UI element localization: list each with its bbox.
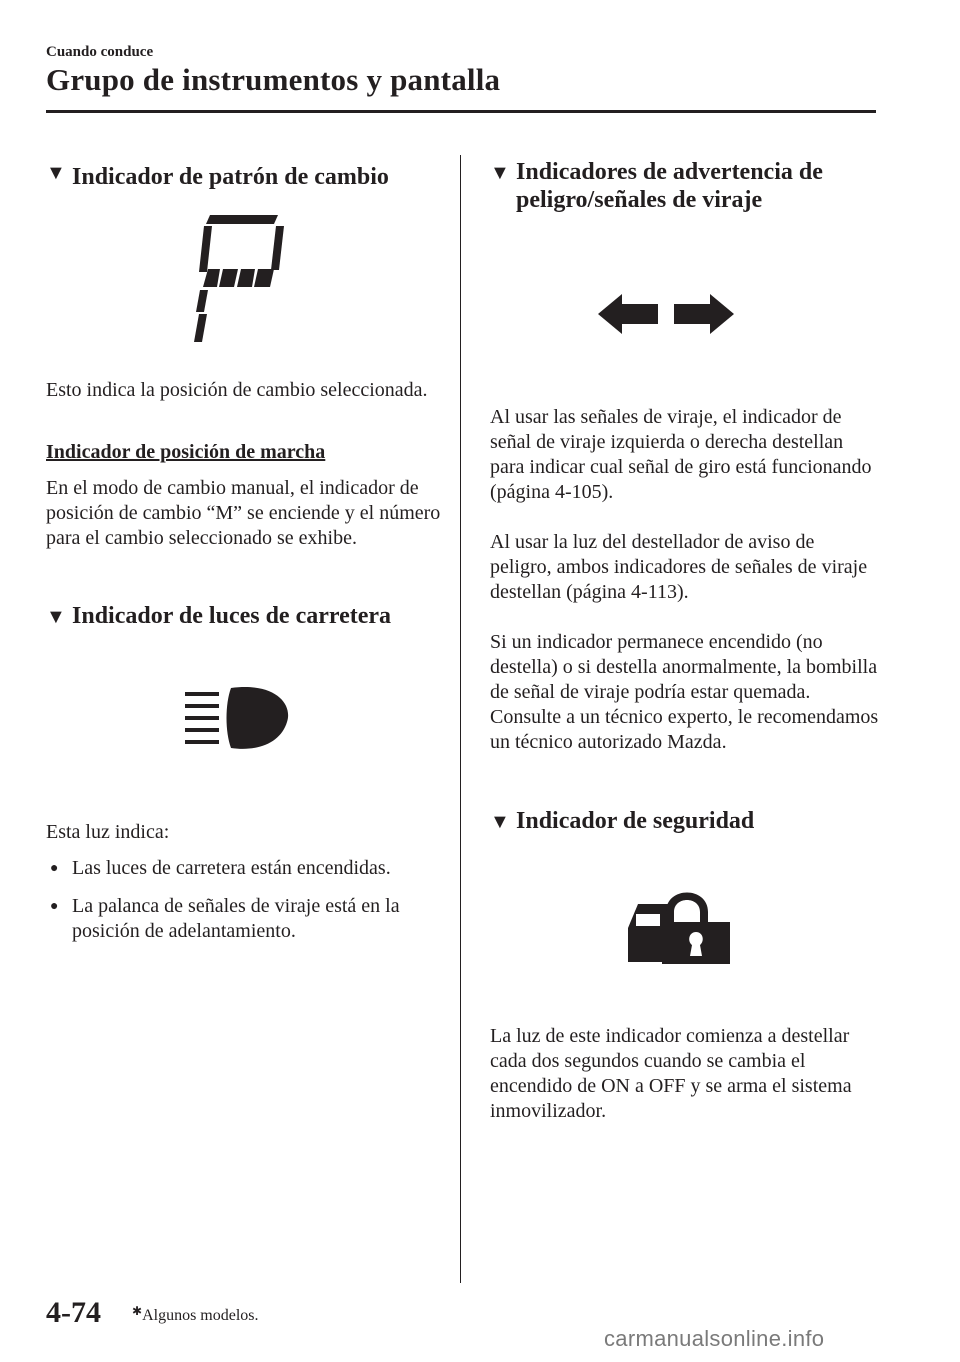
paragraph: Esto indica la posición de cambio seleccionada.	[46, 379, 428, 401]
paragraph: En el modo de cambio manual, el indicador de posición de cambio “M” se enciende y el número para el cambio seleccionado se exhibe.	[46, 477, 441, 549]
footnote	[132, 1304, 259, 1325]
subheading-gear-position: Indicador de posición de marcha	[46, 441, 326, 463]
section-heading-shift-pattern	[46, 158, 446, 191]
paragraph: Si un indicador permanece encendido (no destella) o si destella anormalmente, la bombilla de señal de viraje podría estar quemada. Consulte a un técnico experto, le recomendamos un técnico autorizado Mazda.	[490, 631, 879, 753]
paragraph: Al usar las señales de viraje, el indicador de señal de viraje izquierda o derecha destellan para indicar cual señal de giro está funcionando (página 4-105).	[490, 406, 872, 503]
list-item	[46, 894, 472, 944]
chapter-label: Cuando conduce	[46, 44, 154, 60]
paragraph: Al usar la luz del destellador de aviso de peligro, ambos indicadores de señales de viraje destellan (página 4-113).	[490, 531, 868, 603]
page-title: Grupo de instrumentos y pantalla	[46, 62, 501, 97]
section-heading-high-beam	[46, 602, 446, 630]
column-divider	[460, 155, 461, 1283]
asterisk-mark: ✱	[132, 1304, 143, 1318]
bullet-dot-icon: ●	[50, 899, 59, 914]
list-item	[46, 856, 472, 881]
turn-signal-arrows-icon	[596, 292, 736, 336]
shift-pattern-p-icon	[190, 212, 290, 348]
heading-text: Indicador de seguridad	[516, 808, 755, 834]
triangle-bullet-icon: ▼	[490, 162, 510, 184]
heading-text: Indicador de luces de carretera	[72, 603, 392, 629]
paragraph: La luz de este indicador comienza a destellar cada dos segundos cuando se cambia el encendido de ON a OFF y se arma el sistema inmovilizador.	[490, 1025, 852, 1122]
security-car-lock-icon	[626, 888, 732, 966]
title-rule	[46, 110, 876, 113]
footnote-text: Algunos modelos.	[142, 1307, 259, 1324]
triangle-bullet-icon: ▼	[46, 606, 66, 628]
heading-text: Indicadores de advertencia de peligro/señales de viraje	[516, 159, 823, 213]
bullet-dot-icon: ●	[50, 861, 59, 876]
high-beam-icon	[183, 686, 291, 752]
list-item-text: Las luces de carretera están encendidas.	[72, 857, 391, 879]
section-heading-security	[490, 807, 880, 835]
section-heading-hazard-turn-signals	[490, 158, 880, 214]
list-item-text: La palanca de señales de viraje está en la posición de adelantamiento.	[72, 895, 400, 942]
watermark[interactable]: carmanualsonline.info	[604, 1326, 825, 1351]
triangle-bullet-icon: ▼	[490, 811, 510, 833]
paragraph: Esta luz indica:	[46, 821, 170, 843]
triangle-bullet-icon: ▼	[46, 162, 66, 184]
page-number: 4-74	[46, 1296, 101, 1329]
heading-text: Indicador de patrón de cambio	[72, 164, 389, 190]
